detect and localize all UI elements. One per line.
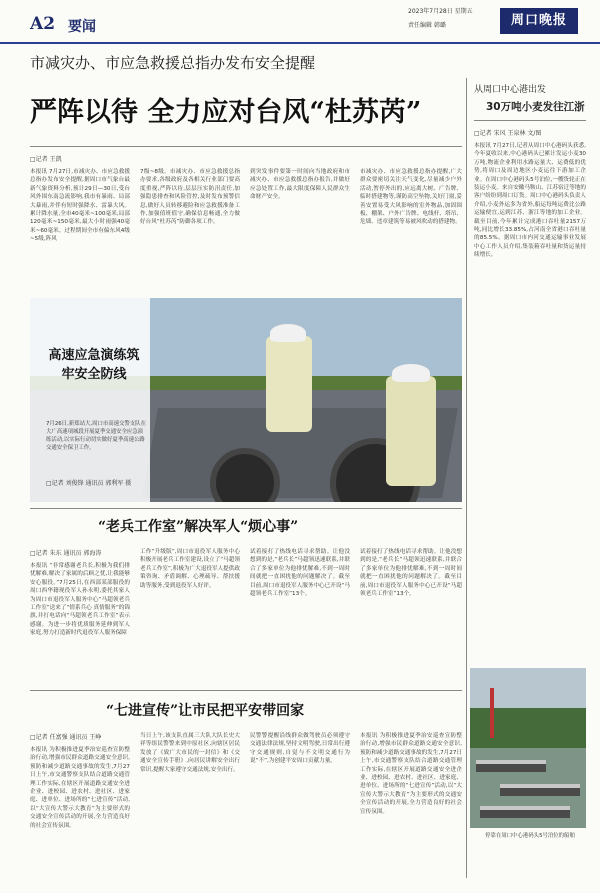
story2-byline: □记者 朱东 通讯员 郭海涛 xyxy=(30,550,102,557)
port-photo-caption: 停靠在周口中心港码头5号泊位的船舶 xyxy=(485,833,575,839)
issue-date: 2023年7月28日 星期五 xyxy=(408,8,473,15)
photo-credit: □记者 刘俊锋 通讯员 郭利军 摄 xyxy=(46,480,132,487)
sidebar-divider xyxy=(466,78,467,878)
divider xyxy=(30,146,462,147)
lead-column-1: 本报讯 7月27日,市减灾办、市应急救援总指办发布安全提醒,据周口市气象台最新气象资料分析,预计29日—30日,受台风外围东南急流影响,我市有暴雨、局部大暴雨,并伴有短时强降水、雷暴大风。累计降水量,全市40毫米~100毫米,局部120毫米~150毫米,最大小时雨强40毫米~60毫米。过程期间全市有偏东风4级~5级,阵风 xyxy=(30,169,130,243)
lead-column-3: 到突发事件要第一时间向当地政府和市减灾办、市应急救援总指办报告,并做好应急处置工作,最大限度保障人民群众生命财产安全。 xyxy=(250,169,350,201)
section-number: A2 xyxy=(30,14,56,34)
story3-column-3: 民警警提醒沿线群众做驾驶员必须遵守交通法律法规,坚持文明驾驶,日常出行遵守交通规则,自觉与不文明交通行为说“不”,为创建平安周口贡献力量。 xyxy=(250,733,350,765)
sidebar-column: 本报讯 7月27日,记者从周口中心港码头获悉,今年夏收以来,中心港码头已累计发运小麦30万吨,物流企业利用水路运量大、运费低的优势,将周口及周边地区小麦运往下游加工企业。在周口中心港码头5号泊位,一艘货轮正在装运小麦。来自安徽马鞍山、江苏宿迁等地的客户纷纷到周口订货。周口中心港码头负责人介绍,小麦外运多为省外,船运每吨运费比公路运输便宜,运到江苏、浙江等地的加工企业。截至目前,今年累计完成港口吞吐量2157万吨,同比增长33.85%,占河南全省港口吞吐量的85.5%。据周口市内河交通运输事业发展中心工作人员介绍,集装箱吞吐量和货运量持续增长。 xyxy=(474,143,586,259)
sidebar-byline: □记者 宋风 王泉林 文/图 xyxy=(474,130,542,137)
divider xyxy=(474,120,586,121)
story2-column-4: 试着接打了热线电话寻求帮助。让他没想到的是,“老兵长”马超领迅速联系,并联合了多家单位为他排忧解难,不到一周时间就把一直困扰他的问题解决了。截至目前,周口市退役军人服务中心已开设“马超领老兵工作室”13个。 xyxy=(360,549,462,598)
story3-column-1: 本报讯 为积极推进夏季治安巡查宣防整治行动,增强市民群众道路交通安全意识,预防和减少道路交通事故的发生,7月27日上午,市交通警察支队结合道路交通管理工作实际,在辖区开展道路交通安全进企业、进校园、进农村、进社区、进家庭、进单位、进场所的“七进宣传”活动,以“大宣传大警示大教育”为主要形式的交通安全宣传活动的开展,全力营造良好的社会宣传氛围。 xyxy=(30,747,130,829)
photo-caption-panel xyxy=(30,298,150,502)
divider xyxy=(30,508,462,509)
story2-column-3: 试着接打了热线电话寻求帮助。让他没想到的是,“老兵长”马超领迅速联系,并联合了多家单位为他排忧解难,不到一周时间就把一直困扰他的问题解决了。截至目前,周口市退役军人服务中心已开设“马超领老兵工作室”13个。 xyxy=(250,549,350,598)
divider xyxy=(30,690,462,691)
story2-headline: “老兵工作室”解决军人“烦心事” xyxy=(98,519,299,535)
sidebar-kicker: 从周口中心港出发 xyxy=(474,85,547,95)
lead-kicker: 市减灾办、市应急救援总指办发布安全提醒 xyxy=(30,54,316,72)
photo-caption-text: 7月26日,新郑站大,周口市高速交警支队在大广高速项城段开展夏季交通安全应急演练活动,以实际行动切实做好夏季高速公路交通安全保卫工作。 xyxy=(46,421,146,451)
masthead xyxy=(0,0,600,44)
lead-byline: □记者 王凯 xyxy=(30,156,62,163)
story2-column-1: 本报讯 “非常感谢老兵长,积极为我们排忧解难,解决了家属的后顾之忧,让我能够安心服役。”7月25日,在西部某部服役的周口西华籍现役军人孙永明,委托其家人为周口市退役军人服务中心“马超领老兵工作室”送来了“情系兵心 真情服务”的锦旗,并打电话向“马超领老兵工作室”表示感谢。为进一步将优质服务延伸到军人家庭,努力打造新时代退役军人服务保障 xyxy=(30,563,130,637)
story3-column-4: 本报讯 为积极推进夏季治安巡查宣防整治行动,增强市民群众道路交通安全意识,预防和减少道路交通事故的发生,7月27日上午,市交通警察支队结合道路交通管理工作实际,在辖区开展道路交通安全进企业、进校园、进农村、进社区、进家庭、进单位、进场所的“七进宣传”活动,以“大宣传大警示大教育”为主要形式的交通安全宣传活动的开展,全力营造良好的社会宣传氛围。 xyxy=(360,733,462,815)
sidebar-headline: 30万吨小麦发往江浙 xyxy=(486,101,585,113)
newspaper-logo: 周口晚报 xyxy=(500,8,578,34)
port-photo xyxy=(470,668,586,828)
editor-credit: 责任编辑 韩璐 xyxy=(408,22,446,29)
lead-column-2: 7级~8级。市减灾办、市应急救援总指办要求,各级政府及各相关行业部门要高度重视,严阵以待,层层压实防汛责任,加强隐患排查和风险管控,及时发布预警信息,做好人员转移避险和应急救援准备工作,加强值班值守,确保信息畅通,全力做好台风“杜苏芮”防御各项工作。 xyxy=(140,169,240,226)
story3-byline: □记者 任富强 通讯员 王峥 xyxy=(30,734,102,741)
lead-column-4: 市减灾办、市应急救援总指办提醒,广大群众要密切关注天气变化,尽量减少户外活动,暂停外出的,应远离大树、广告牌、临时搭建物等,谨防高空坠物,关好门窗,妥善安置易受大风影响的室外物品,加固围板、棚架、户外广告牌、电线杆、塔吊、危墙、违章建筑等易被风吹动的搭建物。 xyxy=(360,169,462,226)
story3-headline: “七进宣传”让市民把平安带回家 xyxy=(106,703,305,719)
photo-title: 高速应急演练筑牢安全防线 xyxy=(48,348,140,382)
story2-column-2: 工作“升级版”,周口市退役军人服务中心积极开展老兵工作室建设,设立了“马超领老兵工作室”,积极为广大退役军人提供政策咨询、矛盾调解、心理疏导、帮扶援助等服务,受到退役军人好评。 xyxy=(140,549,240,589)
story3-column-2: 当日上午,该支队直属三大队大队长史大祥等组民警警来到中原社区,向辖区居民发放了《致广大市民的一封信》和《交通安全宣传手册》,向居民讲解安全出行常识,提醒大家遵守交通法规,安全出行。 xyxy=(140,733,240,773)
section-name: 要闻 xyxy=(68,19,96,35)
lead-headline: 严阵以待 全力应对台风“杜苏芮” xyxy=(30,97,422,128)
